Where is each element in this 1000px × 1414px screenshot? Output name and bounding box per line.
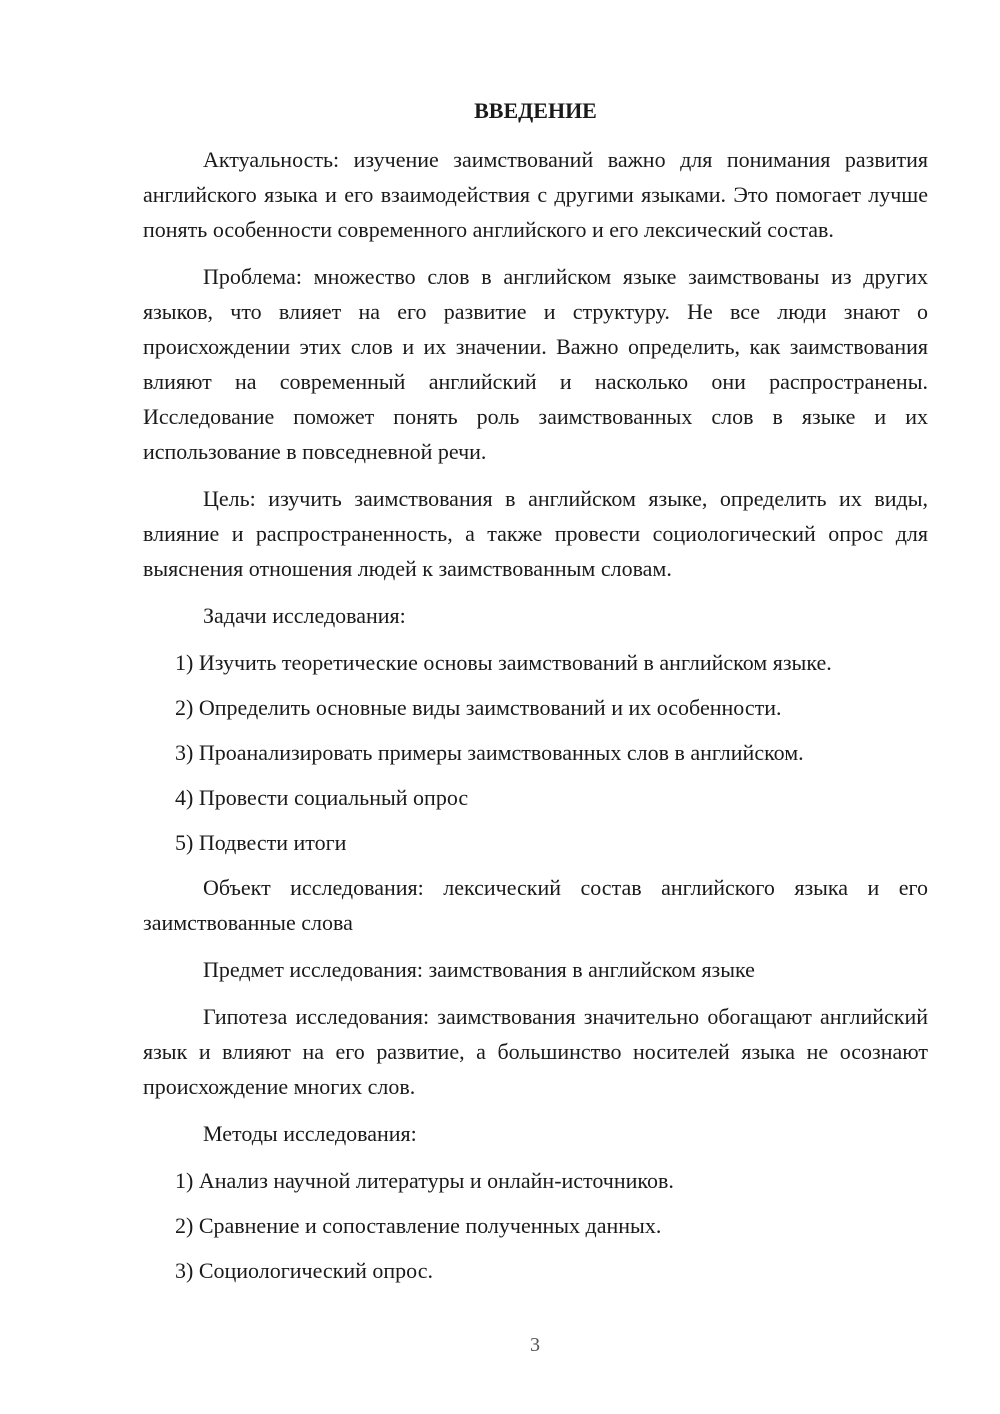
- list-item: 5) Подвести итоги: [175, 830, 347, 855]
- relevance-paragraph: Актуальность: изучение заимствований важно для понимания развития английского языка и его взаимодействия с другими языками. Это помогает лучше понять особенности современного английского и его лексический состав.: [143, 147, 928, 242]
- list-item: 2) Сравнение и сопоставление полученных данных.: [175, 1213, 662, 1238]
- list-item: 2) Определить основные виды заимствований и их особенности.: [175, 695, 782, 720]
- subject-paragraph: Предмет исследования: заимствования в английском языке: [203, 957, 755, 982]
- section-title: ВВЕДЕНИЕ: [474, 98, 597, 123]
- document-page: [143, 96, 928, 1298]
- list-item: 1) Изучить теоретические основы заимствований в английском языке.: [175, 650, 832, 675]
- list-item: 3) Социологический опрос.: [175, 1258, 433, 1283]
- list-item: 1) Анализ научной литературы и онлайн-источников.: [175, 1168, 674, 1193]
- page-number: 3: [530, 1334, 540, 1356]
- object-paragraph: Объект исследования: лексический состав английского языка и его заимствованные слова: [143, 875, 928, 935]
- list-item: 4) Провести социальный опрос: [175, 785, 469, 810]
- hypothesis-paragraph: Гипотеза исследования: заимствования значительно обогащают английский язык и влияют на его развитие, а большинство носителей языка не осознают происхождение многих слов.: [143, 1004, 928, 1099]
- tasks-list: [143, 645, 928, 860]
- methods-list: [143, 1163, 928, 1288]
- goal-paragraph: Цель: изучить заимствования в английском языке, определить их виды, влияние и распространенность, а также провести социологический опрос для выяснения отношения людей к заимствованным словам.: [143, 486, 928, 581]
- tasks-heading: Задачи исследования:: [203, 603, 406, 628]
- list-item: 3) Проанализировать примеры заимствованных слов в английском.: [175, 740, 804, 765]
- methods-heading: Методы исследования:: [203, 1121, 417, 1146]
- problem-paragraph: Проблема: множество слов в английском языке заимствованы из других языков, что влияет на его развитие и структуру. Не все люди знают о происхождении этих слов и их значении. Важно определить, как заимствования влияют на современный английский и насколько они распространены. Исследование поможет понять роль заимствованных слов в языке и их использование в повседневной речи.: [143, 264, 928, 464]
